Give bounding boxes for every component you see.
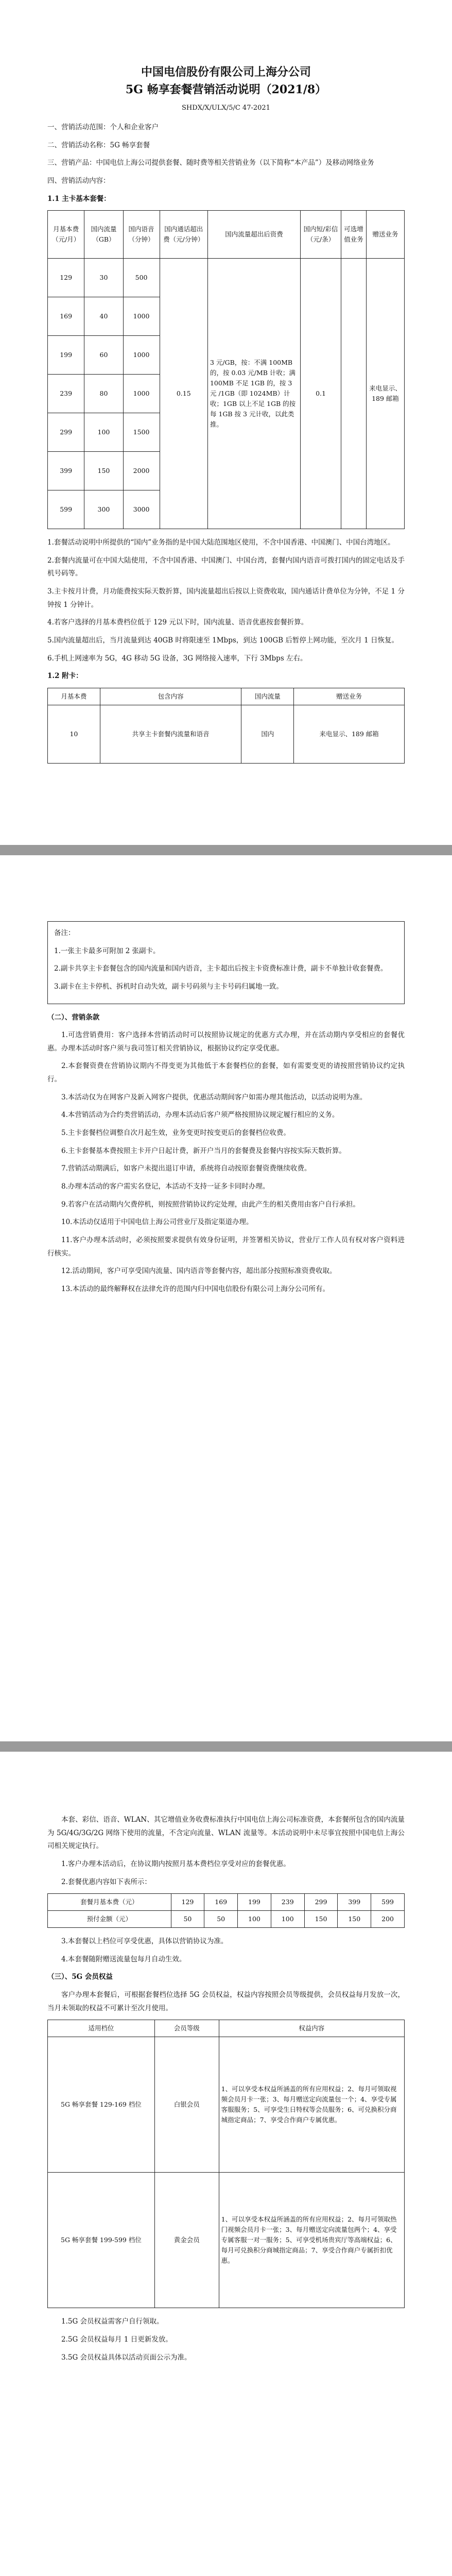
table-cell: 300 [84,490,123,529]
paragraph: 1.客户办理本活动后，在协议期内按照月基本费档位享受对应的套餐优惠。 [61,1859,290,1868]
document-title: 5G 畅享套餐营销活动说明（2021/8） [125,83,327,96]
table-cell: 来电显示、189 邮箱 [294,705,405,763]
table-cell: 1000 [123,336,160,375]
table-row [48,1911,405,1928]
table-cell: 套餐月基本费（元） [48,1894,171,1911]
company-name: 中国电信股份有限公司上海分公司 [141,65,311,79]
basic-info-line: 二、营销活动名称：5G 畅享套餐 [47,141,150,149]
paragraph: 3.5G 会员权益具体以活动页面公示为准。 [61,2353,192,2362]
table-cell: 1、可以享受本权益所涵盖的所有应用权益；2、每月可领取视频会员月卡一张；3、每月赠送定向流量包一个；4、享受专属客服服务；5、可享受生日特权等会员服务；6、可兑换积分商城指定商品；7、享受合作商户专属优惠。 [219,2037,404,2173]
table-row [48,1894,405,1911]
plan-table [47,210,405,529]
table-cell: 40 [84,297,123,336]
table-cell: 3 元/GB，按：不满 100MB 的，按 0.03 元/MB 计收；满 100MB 不足 1GB 的，按 3 元 /1GB（即 1024MB）计收；1GB 以上不足 1GB 的按每 1GB 按 3 元计收，以此类推。 [207,259,300,529]
table-header: 可选增值业务 [341,211,366,259]
paragraph: 8.办理本活动的客户需实名登记，本活动不支持一证多卡同时办理。 [61,1182,270,1191]
table-cell: 239 [271,1894,304,1911]
note-line: 1.一张主卡最多可附加 2 张副卡。 [54,946,160,955]
section-heading: （三）、5G 会员权益 [47,1973,113,1981]
table-cell: 50 [204,1911,238,1928]
table-cell: 199 [48,336,84,375]
plan-note: 1.套餐活动说明中所提供的“国内”业务指的是中国大陆范围地区使用，不含中国香港、中国澳门、中国台湾地区。 [47,538,395,547]
document-number: SHDX/X/ULX/5/C 47-2021 [182,104,270,112]
table-cell: 5G 畅享套餐 199-599 档位 [48,2173,155,2308]
table-cell: 129 [171,1894,204,1911]
table-cell: 100 [271,1911,304,1928]
vip-table [47,2020,405,2308]
table-cell: 199 [238,1894,271,1911]
paragraph: 12.活动期间，客户可享受国内流量、国内语音等套餐内容，超出部分按照标准资费收取。 [61,1267,337,1276]
table-cell: 500 [123,259,160,297]
plan-note: 2.套餐内流量可在中国大陆使用，不含中国香港、中国澳门、中国台湾，套餐内国内语音可拨打国内的固定电话及手机号码等。 [47,556,405,578]
table-cell: 5G 畅享套餐 129-169 档位 [48,2037,155,2173]
table-cell: 黄金会员 [154,2173,219,2308]
table-cell: 2000 [123,452,160,490]
table-header: 适用档位 [48,2020,155,2037]
table-cell: 1000 [123,297,160,336]
table-cell: 169 [204,1894,238,1911]
table-cell: 129 [48,259,84,297]
document-page-1 [0,0,452,845]
table-header: 月基本费 [48,688,100,705]
table-cell: 来电显示、189 邮箱 [367,259,405,529]
table-cell: 60 [84,336,123,375]
table-header: 赠送业务 [367,211,405,259]
table-header: 国内通话超出费（元/分钟） [160,211,207,259]
note-line: 3.副卡在主卡停机、拆机时自动失效，副卡号码须与主卡号码归属地一致。 [54,982,283,991]
table-header: 月基本费（元/月） [48,211,84,259]
table-header: 国内流量 [241,688,294,705]
plan-heading: 1.1 主卡基本套餐： [47,194,111,203]
table-cell: 共享主卡套餐内流量和语音 [100,705,241,763]
table-cell: 399 [48,452,84,490]
paragraph: 2.本套餐资费在营销协议期内不得变更为其他低于本套餐档位的套餐，如有需要变更的请按照营销协议约定执行。 [47,1062,405,1084]
table-header: 国内流量（GB） [84,211,123,259]
paragraph: 客户办理本套餐后，可根据套餐档位选择 5G 会员权益，权益内容按照会员等级提供，会员权益每月发放一次，当月未领取的权益不可累计至次月使用。 [47,1991,405,2012]
table-header: 包含内容 [100,688,241,705]
paragraph: 13.本活动的最终解释权在法律允许的范围内归中国电信股份有限公司上海分公司所有。 [61,1284,329,1293]
paragraph: 3.本活动仅为在网客户及新入网客户提供，优惠活动期间客户如需办理其他活动，以活动说明为准。 [61,1093,367,1101]
addon-table [47,688,405,764]
note-line: 备注： [54,929,75,937]
table-cell: 150 [84,452,123,490]
table-header: 权益内容 [219,2020,404,2037]
paragraph: 本套、彩信、语音、WLAN、其它增值业务收费标准执行中国电信上海公司标准资费，本套餐所包含的国内流量为 5G/4G/3G/2G 网络下使用的流量，不含定向流量、WLAN 流量等。本活动说明中未尽事宜按照中国电信上海公司相关规定执行。 [47,1816,405,1851]
paragraph: 1.可选营销费用：客户选择本营销活动时可以按照协议规定的优惠方式办理，并在活动期内享受相应的套餐优惠。办理本活动时客户须与我司签订相关营销协议，根据协议约定享受优惠。 [47,1031,405,1053]
table-cell: 200 [371,1911,405,1928]
basic-info-line: 三、营销产品：中国电信上海公司提供套餐、随时费等相关营销业务（以下简称“本产品”）及移动网络业务 [47,159,374,167]
basic-info-line: 一、营销活动范围：个人和企业客户 [47,123,159,131]
paragraph: 2.套餐优惠内容如下表所示： [61,1877,151,1886]
plan-note: 5.国内流量超出后，当月流量到达 40GB 时将限速至 1Mbps，到达 100GB 后暂停上网功能，至次月 1 日恢复。 [47,636,398,645]
paragraph: 10.本活动仅适用于中国电信上海公司营业厅及指定渠道办理。 [61,1218,253,1227]
table-cell: 50 [171,1911,204,1928]
table-cell: 100 [84,413,123,452]
table-cell: 1、可以享受本权益所涵盖的所有应用权益；2、每月可领取热门视频会员月卡一张；3、每月赠送定向流量包两个；4、享受专属客服一对一服务；5、可享受机场贵宾厅等高端权益；6、每月可兑换积分商城指定商品；7、享受合作商户专属折扣优惠。 [219,2173,404,2308]
paragraph: 4.本套餐随附赠送流量包每月自动生效。 [61,1955,186,1963]
table-cell: 299 [304,1894,338,1911]
document-page-2 [0,855,452,1741]
table-cell: 预付金额（元） [48,1911,171,1928]
table-cell: 1500 [123,413,160,452]
table-cell: 299 [48,413,84,452]
document-page-3 [0,1752,452,2576]
table-cell: 100 [238,1911,271,1928]
paragraph: 6.主卡套餐基本费按照主卡开户日起计费，新开户当月的套餐费及套餐内容按实际天数折算。 [61,1146,346,1155]
notes-box [47,921,405,1004]
table-row [48,2037,405,2173]
paragraph: 11.客户办理本活动时，必须按照要求提供有效身份证明，并签署相关协议，营业厅工作人员有权对客户资料进行核实。 [47,1235,405,1258]
paragraph: 1.5G 会员权益需客户自行领取。 [61,2317,164,2326]
table-cell: 0.1 [301,259,341,529]
table-header: 赠送业务 [294,688,405,705]
plan-note: 3.主卡按月计费，月功能费按实际天数折算，国内流量超出后按以上资费收取，国内通话计费单位为分钟，不足 1 分钟按 1 分钟计。 [47,587,405,609]
basic-info-line: 四、营销活动内容： [47,176,110,185]
table-cell: 10 [48,705,100,763]
table-row [48,2173,405,2308]
table-cell: 599 [371,1894,405,1911]
table-cell [341,259,366,529]
table-cell: 白银会员 [154,2037,219,2173]
addon-heading: 1.2 附卡： [47,672,83,681]
paragraph: 9.若客户在活动期内欠费停机，则按照营销协议约定处理，由此产生的相关费用由客户自行承担。 [61,1200,360,1209]
table-cell: 150 [338,1911,371,1928]
deposit-table [47,1893,405,1928]
table-header: 国内流量超出后资费 [207,211,300,259]
plan-note: 4.若客户选择的月基本费档位低于 129 元以下时，国内流量、语音优惠按套餐折算。 [47,618,308,627]
paragraph: 4.本营销活动为合约类营销活动，办理本活动后客户须严格按照协议规定履行相应的义务。 [61,1111,339,1120]
plan-note: 6.手机上网速率为 5G，4G 移动 5G 设备，3G 网络接入速率，下行 3Mbps 左右。 [47,654,307,663]
paragraph: 5.主卡套餐档位调整自次月起生效，业务变更时按变更后的套餐档位收费。 [61,1129,290,1138]
paragraph: 3.本套餐以上档位可享受优惠，具体以营销协议为准。 [61,1937,228,1946]
table-cell: 399 [338,1894,371,1911]
paragraph: 2.5G 会员权益每月 1 日更新发放。 [61,2335,172,2344]
section-heading: （二）、营销条款 [47,1013,100,1022]
table-cell: 150 [304,1911,338,1928]
table-cell: 239 [48,375,84,413]
table-cell: 80 [84,375,123,413]
table-cell: 169 [48,297,84,336]
table-header: 会员等级 [154,2020,219,2037]
table-cell: 599 [48,490,84,529]
table-header: 国内短/彩信（元/条） [301,211,341,259]
table-cell: 1000 [123,375,160,413]
table-row [48,259,405,297]
table-cell: 国内 [241,705,294,763]
table-row [48,705,405,763]
table-cell: 0.15 [160,259,207,529]
note-line: 2.副卡共享主卡套餐包含的国内流量和国内语音，主卡超出后按主卡资费标准计费，副卡不单独计收套餐费。 [54,964,388,973]
table-header: 国内语音（分钟） [123,211,160,259]
table-cell: 3000 [123,490,160,529]
table-cell: 30 [84,259,123,297]
paragraph: 7.营销活动期满后，如客户未提出退订申请，系统将自动按原套餐资费继续收费。 [61,1164,311,1173]
